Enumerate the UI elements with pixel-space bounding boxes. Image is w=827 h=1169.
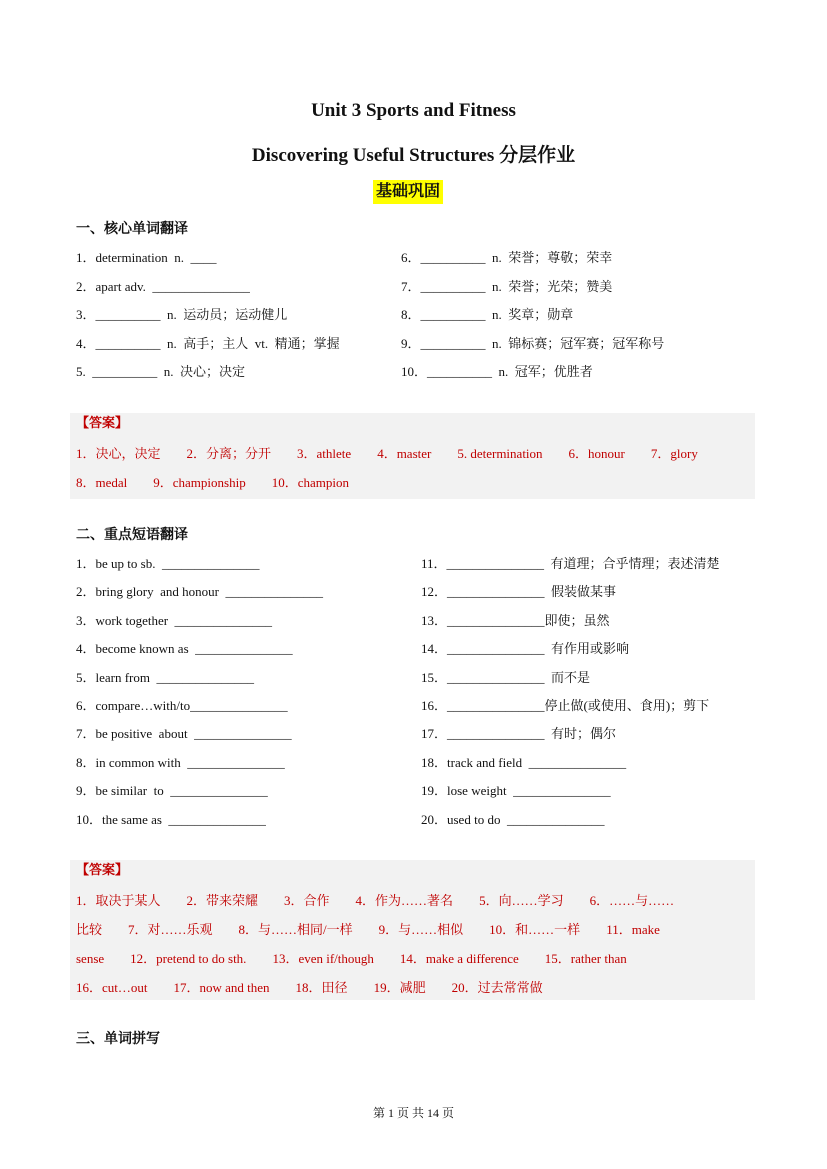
exercise-item: 3．__________ n. 运动员；运动健儿 bbox=[76, 307, 288, 323]
answer-item: 5．向……学习 bbox=[479, 893, 564, 908]
answer-item: 1．取决于某人 bbox=[76, 893, 161, 908]
exercise-item: 13．_______________即使；虽然 bbox=[421, 612, 610, 628]
exercise-item: 15．_______________ 而不是 bbox=[421, 669, 591, 685]
part2-answer-box bbox=[70, 860, 755, 1000]
answer-item: 1．决心，决定 bbox=[76, 446, 161, 461]
part3-heading: 三、单词拼写 bbox=[76, 1031, 160, 1047]
answer-item: 4．master bbox=[377, 446, 432, 461]
lesson-title: Discovering Useful Structures 分层作业 bbox=[251, 145, 576, 166]
answer-item: 2．分离；分开 bbox=[186, 446, 272, 461]
answer-item: 13．even if/though bbox=[272, 951, 374, 966]
answer-item: 11．make bbox=[606, 922, 660, 937]
answer-item: 8．medal bbox=[76, 475, 128, 490]
answer-item: 16．cut…out bbox=[76, 980, 148, 995]
answer-item: 比较 bbox=[76, 922, 103, 937]
exercise-item: 17．_______________ 有时；偶尔 bbox=[421, 726, 617, 742]
answer-line bbox=[76, 886, 749, 915]
answer-item: 17．now and then bbox=[173, 980, 270, 995]
answer-item: 18．田径 bbox=[295, 980, 348, 995]
exercise-item: 7．__________ n. 荣誉；光荣；赞美 bbox=[401, 278, 613, 294]
answer-item: 9．与……相似 bbox=[378, 922, 464, 937]
answer-item: 5. determination bbox=[457, 446, 543, 461]
exercise-item: 5. __________ n. 决心；决定 bbox=[76, 364, 246, 380]
exercise-item: 5．learn from _______________ bbox=[76, 669, 255, 685]
answer-line bbox=[76, 973, 749, 1002]
answer-item: 4．作为……著名 bbox=[355, 893, 454, 908]
answer-item: 10．和……一样 bbox=[489, 922, 581, 937]
answer-item: 20．过去常常做 bbox=[451, 980, 543, 995]
answer-item: 14．make a difference bbox=[399, 951, 519, 966]
answer-item: 15．rather than bbox=[544, 951, 627, 966]
exercise-item: 14．_______________ 有作用或影响 bbox=[421, 641, 630, 657]
part2-heading: 二、重点短语翻译 bbox=[76, 527, 188, 543]
page-footer: 第 1 页 共 14 页 bbox=[372, 1106, 454, 1120]
exercise-item: 11．_______________ 有道理；合乎情理；表述清楚 bbox=[421, 556, 720, 571]
exercise-item: 3．work together _______________ bbox=[76, 612, 273, 628]
answer-item: 2．带来荣耀 bbox=[186, 893, 259, 908]
answer-label: 【答案】 bbox=[76, 863, 129, 878]
part1-answer-box bbox=[70, 413, 755, 499]
answer-item: 6．……与…… bbox=[589, 893, 675, 908]
answer-item: 9．championship bbox=[153, 475, 246, 490]
exercise-item: 6．compare…with/to_______________ bbox=[76, 698, 288, 713]
exercise-item: 10．the same as _______________ bbox=[76, 811, 266, 827]
exercise-item: 20．used to do _______________ bbox=[421, 811, 605, 827]
answer-item: 3．athlete bbox=[297, 446, 352, 461]
answer-item: 7．glory bbox=[650, 446, 698, 461]
exercise-item: 6．__________ n. 荣誉；尊敬；荣幸 bbox=[401, 250, 613, 265]
level-badge: 基础巩固 bbox=[373, 180, 443, 204]
answer-item: 7．对……乐观 bbox=[128, 922, 213, 937]
answer-item: 6．honour bbox=[568, 446, 625, 461]
answer-label: 【答案】 bbox=[76, 416, 129, 431]
exercise-item: 4．__________ n. 高手；主人 vt. 精通；掌握 bbox=[76, 335, 340, 351]
answer-item: 19．减肥 bbox=[373, 980, 426, 995]
answer-item: 10．champion bbox=[271, 475, 349, 490]
answer-line bbox=[76, 439, 749, 468]
unit-title: Unit 3 Sports and Fitness bbox=[311, 100, 516, 121]
exercise-item: 19．lose weight _______________ bbox=[421, 783, 611, 799]
exercise-item: 18．track and field _______________ bbox=[421, 754, 627, 770]
answer-item: 3．合作 bbox=[284, 893, 330, 908]
answer-item: 8．与……相同/一样 bbox=[238, 922, 353, 937]
exercise-item: 7．be positive about _______________ bbox=[76, 726, 292, 742]
exercise-item: 2．bring glory and honour _______________ bbox=[76, 584, 323, 600]
answer-line bbox=[76, 468, 749, 497]
exercise-item: 1．determination n. ____ bbox=[76, 250, 217, 265]
exercise-item: 4．become known as _______________ bbox=[76, 641, 293, 657]
exercise-item: 1．be up to sb. _______________ bbox=[76, 556, 260, 571]
answer-item: 12．pretend to do sth. bbox=[130, 951, 247, 966]
answer-line bbox=[76, 944, 749, 973]
answer-item: sense bbox=[76, 951, 105, 966]
exercise-item: 8．in common with _______________ bbox=[76, 754, 285, 770]
exercise-item: 9．be similar to _______________ bbox=[76, 783, 268, 799]
exercise-item: 9．__________ n. 锦标赛；冠军赛；冠军称号 bbox=[401, 335, 665, 351]
exercise-item: 16．_______________停止做(或使用、食用)；剪下 bbox=[421, 698, 710, 713]
exercise-item: 12．_______________ 假装做某事 bbox=[421, 584, 617, 600]
exercise-item: 2．apart adv. _______________ bbox=[76, 278, 250, 294]
answer-line bbox=[76, 915, 749, 944]
part1-heading: 一、核心单词翻译 bbox=[76, 221, 188, 237]
exercise-item: 10．__________ n. 冠军；优胜者 bbox=[401, 364, 593, 380]
exercise-item: 8．__________ n. 奖章；勋章 bbox=[401, 307, 574, 323]
